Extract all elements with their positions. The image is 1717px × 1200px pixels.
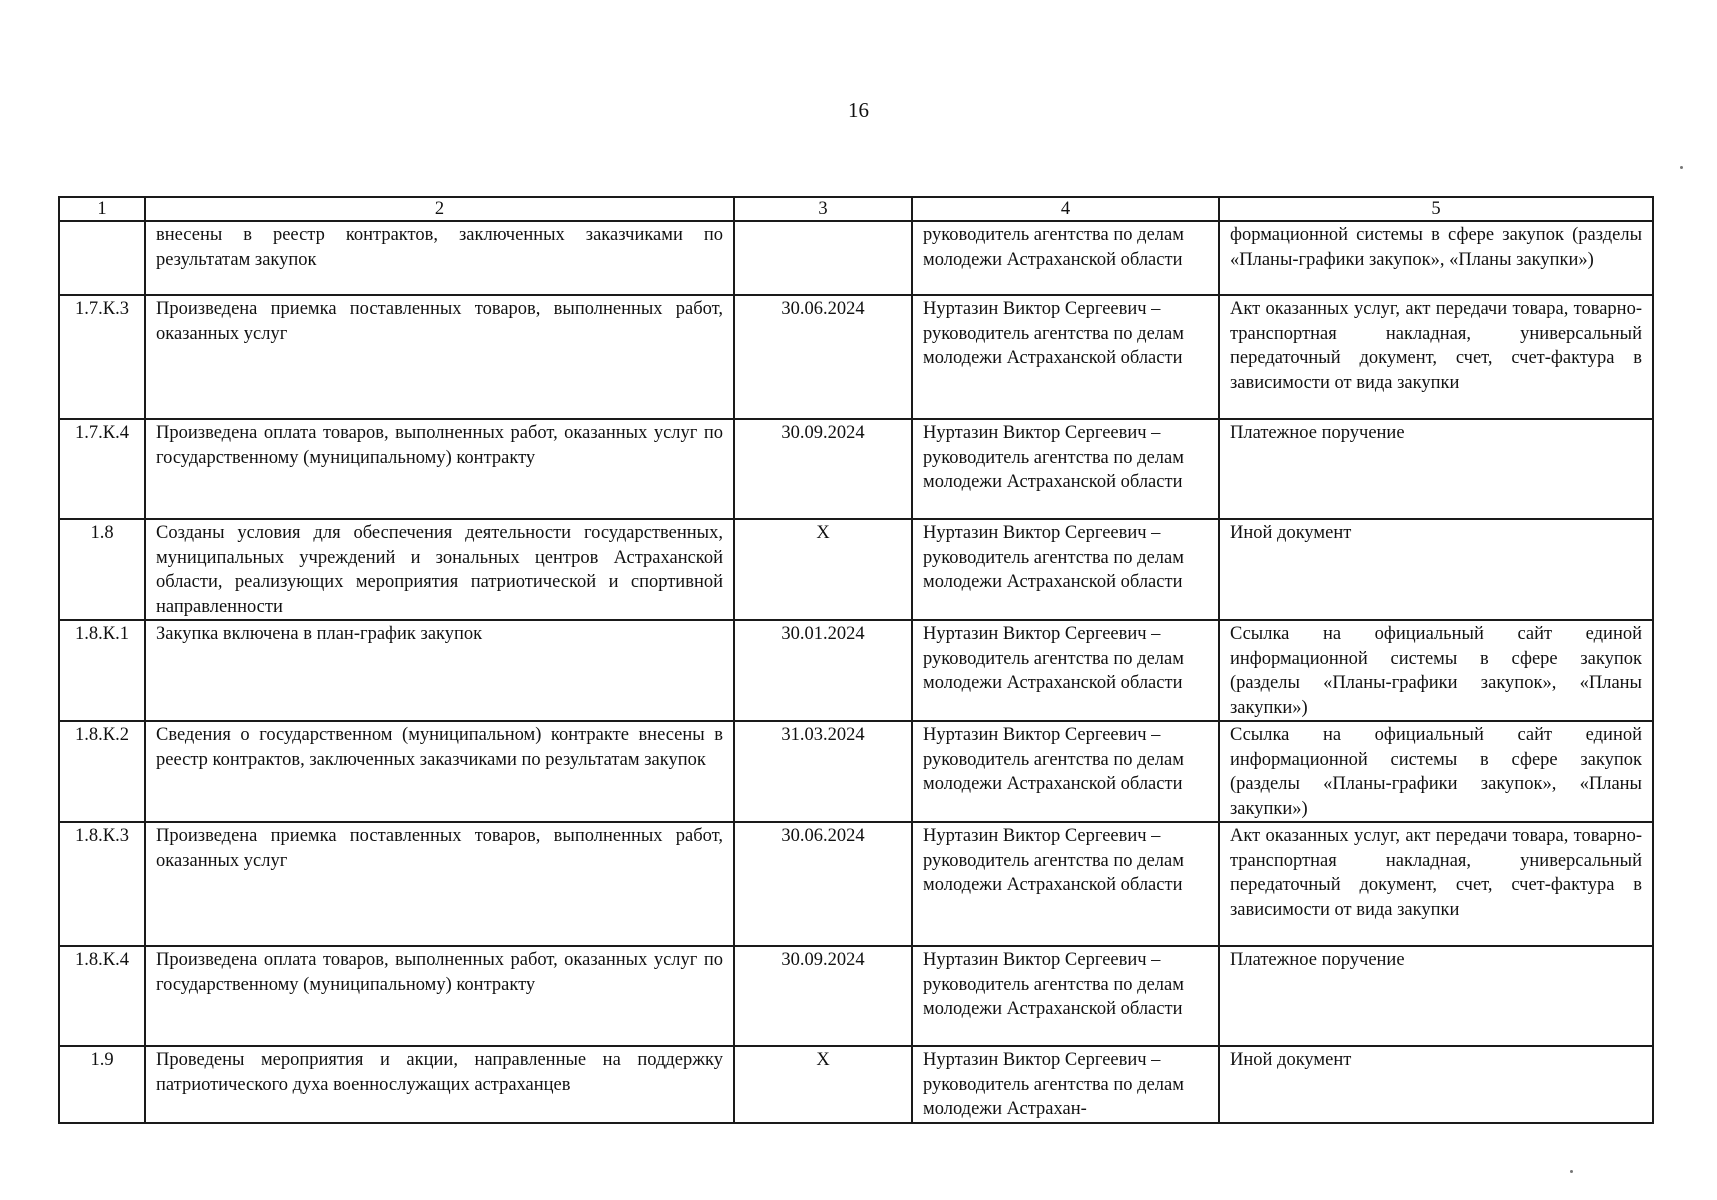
result-text-cell: Созданы условия для обеспечения деятельности государственных, муниципальных учреждений и зональных центров Астраханской области, реализующих мероприятия патриотической и спортивной направленности [145,519,734,620]
row-number-cell: 1.9 [59,1046,145,1123]
row-number-cell: 1.7.К.3 [59,295,145,419]
document-cell: Иной документ [1219,1046,1653,1123]
row-number-cell: 1.8.К.3 [59,822,145,946]
table-row [59,519,1653,620]
header-row [59,197,1653,221]
table-row [59,620,1653,721]
document-cell: Платежное поручение [1219,946,1653,1046]
table-row [59,1046,1653,1123]
date-cell: Х [734,1046,912,1123]
scan-speck [1680,166,1683,169]
row-number-cell [59,221,145,295]
date-cell: 31.03.2024 [734,721,912,822]
scan-speck [1570,1170,1573,1173]
result-text-cell: Произведена оплата товаров, выполненных работ, оказанных услуг по государственному (муниципальному) контракту [145,946,734,1046]
responsible-cell: Нуртазин Виктор Сергеевич – руководитель агентства по делам молодежи Астраханской области [912,721,1219,822]
table-row [59,822,1653,946]
date-cell: 30.06.2024 [734,822,912,946]
result-text-cell: Произведена приемка поставленных товаров, выполненных работ, оказанных услуг [145,822,734,946]
responsible-cell: Нуртазин Виктор Сергеевич – руководитель агентства по делам молодежи Астраханской области [912,419,1219,519]
page-number: 16 [848,98,869,122]
result-text-cell: Проведены мероприятия и акции, направленные на поддержку патриотического духа военнослужащих астраханцев [145,1046,734,1123]
document-cell: Платежное поручение [1219,419,1653,519]
responsible-cell: Нуртазин Виктор Сергеевич – руководитель агентства по делам молодежи Астраханской области [912,519,1219,620]
document-cell: Акт оказанных услуг, акт передачи товара, товарно-транспортная накладная, универсальный передаточный документ, счет, счет-фактура в зависимости от вида закупки [1219,822,1653,946]
responsible-cell: Нуртазин Виктор Сергеевич – руководитель агентства по делам молодежи Астрахан- [912,1046,1219,1123]
responsible-cell: руководитель агентства по делам молодежи Астраханской области [912,221,1219,295]
row-number-cell: 1.7.К.4 [59,419,145,519]
table-row [59,295,1653,419]
date-cell: 30.09.2024 [734,946,912,1046]
responsible-cell: Нуртазин Виктор Сергеевич – руководитель агентства по делам молодежи Астраханской области [912,946,1219,1046]
responsible-cell: Нуртазин Виктор Сергеевич – руководитель агентства по делам молодежи Астраханской области [912,620,1219,721]
date-cell: 30.06.2024 [734,295,912,419]
document-cell: Ссылка на официальный сайт единой информационной системы в сфере закупок (разделы «Планы-графики закупок», «Планы закупки») [1219,620,1653,721]
result-text-cell: Сведения о государственном (муниципальном) контракте внесены в реестр контрактов, заключенных заказчиками по результатам закупок [145,721,734,822]
column-header-3: 3 [734,197,912,221]
result-text-cell: внесены в реестр контрактов, заключенных заказчиками по результатам закупок [145,221,734,295]
date-cell: 30.01.2024 [734,620,912,721]
responsible-cell: Нуртазин Виктор Сергеевич – руководитель агентства по делам молодежи Астраханской области [912,295,1219,419]
document-cell: Иной документ [1219,519,1653,620]
table-row [59,721,1653,822]
date-cell: Х [734,519,912,620]
document-cell: Ссылка на официальный сайт единой информационной системы в сфере закупок (разделы «Планы-графики закупок», «Планы закупки») [1219,721,1653,822]
column-header-1: 1 [59,197,145,221]
table-row [59,221,1653,295]
plan-table [58,196,1654,1124]
date-cell [734,221,912,295]
column-header-5: 5 [1219,197,1653,221]
row-number-cell: 1.8.К.1 [59,620,145,721]
row-number-cell: 1.8 [59,519,145,620]
table-row [59,946,1653,1046]
date-cell: 30.09.2024 [734,419,912,519]
column-header-4: 4 [912,197,1219,221]
result-text-cell: Произведена приемка поставленных товаров, выполненных работ, оказанных услуг [145,295,734,419]
responsible-cell: Нуртазин Виктор Сергеевич – руководитель агентства по делам молодежи Астраханской области [912,822,1219,946]
document-cell: формационной системы в сфере закупок (разделы «Планы-графики закупок», «Планы закупки») [1219,221,1653,295]
result-text-cell: Закупка включена в план-график закупок [145,620,734,721]
document-cell: Акт оказанных услуг, акт передачи товара, товарно-транспортная накладная, универсальный передаточный документ, счет, счет-фактура в зависимости от вида закупки [1219,295,1653,419]
row-number-cell: 1.8.К.2 [59,721,145,822]
result-text-cell: Произведена оплата товаров, выполненных работ, оказанных услуг по государственному (муниципальному) контракту [145,419,734,519]
table-row [59,419,1653,519]
row-number-cell: 1.8.К.4 [59,946,145,1046]
column-header-2: 2 [145,197,734,221]
